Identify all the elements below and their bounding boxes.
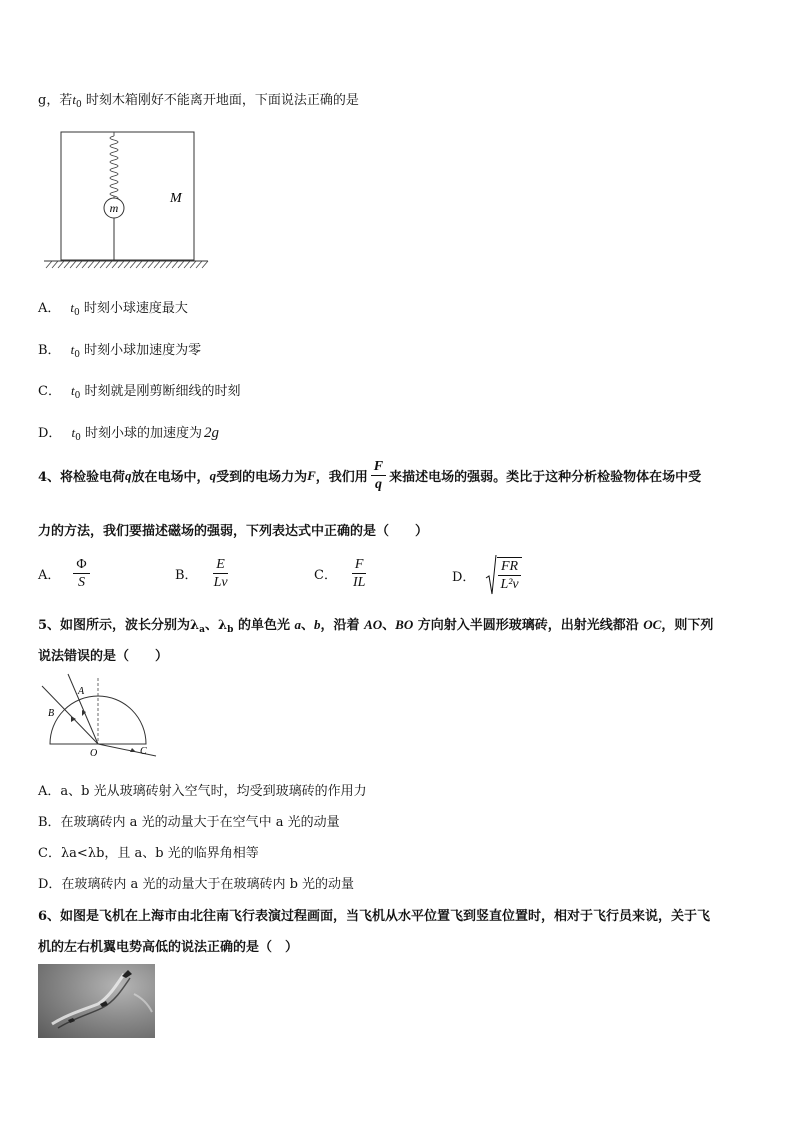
q5-sub-a: a [199,625,206,635]
ball-label: m [109,201,119,215]
radical-icon [485,554,497,596]
frac-num: Φ [73,556,89,574]
q4-frac-den: q [374,477,382,492]
q5-option-d: D．在玻璃砖内 a 光的动量大于在玻璃砖内 b 光的动量 [38,877,355,892]
option-text: 时刻小球加速度为零 [84,343,202,358]
q4-part4: ，我们用 [315,470,368,485]
option-fraction [73,556,89,591]
q4-stem-line2: 力的方法，我们要描述磁场的强弱，下列表达式中正确的是（ ） [38,524,429,539]
option-label: A． [38,568,61,583]
q4-part5: 来描述电场的强弱。类比于这种分析检验物体在场中受 [389,470,702,485]
q5-option-c: C．λa<λb，且 a、b 光的临界角相等 [38,846,259,861]
frac-num: E [213,556,228,574]
option-label: D． [38,426,62,441]
ground-hatch [46,261,208,268]
frac-den: Lv [213,575,228,590]
q5-mid: 、 [301,618,315,633]
option-text: 时刻小球的加速度为 [84,426,202,441]
q3-option-d [38,422,219,443]
q3-intro-prefix: g，若 [38,93,73,108]
q3-option-b [38,339,201,360]
q5-part5: ，则下列 [661,618,714,633]
airplane-icon [38,964,155,1038]
q3-option-a [38,297,188,318]
option-fraction [350,556,368,591]
option-var: t [70,383,75,398]
q6-airplane-photo [38,964,155,1038]
q5-part2: 的单色光 [237,618,290,633]
option-text: 时刻小球速度最大 [83,301,188,316]
label-A: A [78,686,85,697]
q4-option-d [452,554,525,596]
q5-var-BO: BO [395,617,414,632]
q4-part3: 受到的电场力为 [216,470,308,485]
q5-var-a: a [294,617,302,632]
q5-part4: 方向射入半圆形玻璃砖，出射光线都沿 [417,618,639,633]
q5-stem-line1 [38,614,713,635]
q5-comma: 、 [382,618,396,633]
q5-semicircle-figure [38,672,162,764]
q5-sub-b: b [227,625,234,635]
q5-var-OC: OC [643,617,662,632]
frac-den: L²v [500,577,519,592]
option-var: t [70,342,75,357]
q4-part1: 4、将检验电荷 [38,470,126,485]
sqrt-sign [485,554,524,596]
q4-var-F: F [307,467,316,483]
frac-den: IL [352,575,366,590]
q6-stem-line1: 6、如图是飞机在上海市由北往南飞行表演过程画面，当飞机从水平位置飞到竖直位置时，相对于飞行员来说，关于飞 [38,909,711,924]
q5-stem-line2: 说法错误的是（ ） [38,649,169,664]
q5-option-b: B．在玻璃砖内 a 光的动量大于在空气中 a 光的动量 [38,815,340,830]
label-O: O [90,748,98,759]
q3-intro-suffix: 时刻木箱刚好不能离开地面，下面说法正确的是 [85,93,359,108]
q5-var-AO: AO [364,617,383,632]
ray-AO [68,674,98,744]
q3-intro-var: t [72,92,76,107]
arrow-icon [130,748,136,752]
q5-option-a: A．a、b 光从玻璃砖射入空气时，均受到玻璃砖的作用力 [38,784,367,799]
q4-var-q2: q [209,467,217,483]
option-sub: 0 [75,433,81,443]
q4-var-q: q [125,467,132,483]
option-label: B． [175,568,198,583]
q3-option-c [38,380,240,401]
q4-option-b [175,556,234,591]
option-sub: 0 [74,350,80,360]
q4-fraction [371,458,386,493]
option-text: 时刻就是刚剪断细线的时刻 [84,384,241,399]
option-fraction [497,557,521,593]
q3-intro-sub: 0 [75,100,82,110]
frac-num: F [352,556,367,574]
q4-stem-line1 [38,458,701,493]
q3-spring-box-figure [40,128,220,273]
option-label: B． [38,343,61,358]
frac-den: S [78,575,85,590]
q4-option-a [38,556,93,591]
spring [110,132,118,208]
q5-sep: 、λ [205,618,228,633]
option-label: C． [314,568,337,583]
option-label: C． [38,384,61,399]
option-var: t [71,425,76,440]
q4-option-c [314,556,371,591]
option-fraction [211,556,231,591]
q5-var-b: b [314,617,321,632]
frac-num: FR [498,558,521,576]
option-label: A． [38,301,61,316]
q5-part1: 5、如图所示，波长分别为λ [38,618,200,633]
q6-stem-line2: 机的左右机翼电势高低的说法正确的是（ ） [38,940,299,955]
option-sub: 0 [74,391,81,401]
box-label: M [170,191,182,206]
q4-frac-num: F [371,458,386,476]
option-label: D． [452,569,476,585]
option-tail: 2g [203,425,219,441]
label-B: B [48,708,55,719]
label-C: C [140,746,147,757]
q5-part3: ，沿着 [320,618,360,633]
q3-intro [38,89,359,110]
option-var: t [70,300,75,315]
ray-OC [98,744,156,756]
option-sub: 0 [74,308,80,318]
q4-part2: 放在电场中， [131,470,210,485]
